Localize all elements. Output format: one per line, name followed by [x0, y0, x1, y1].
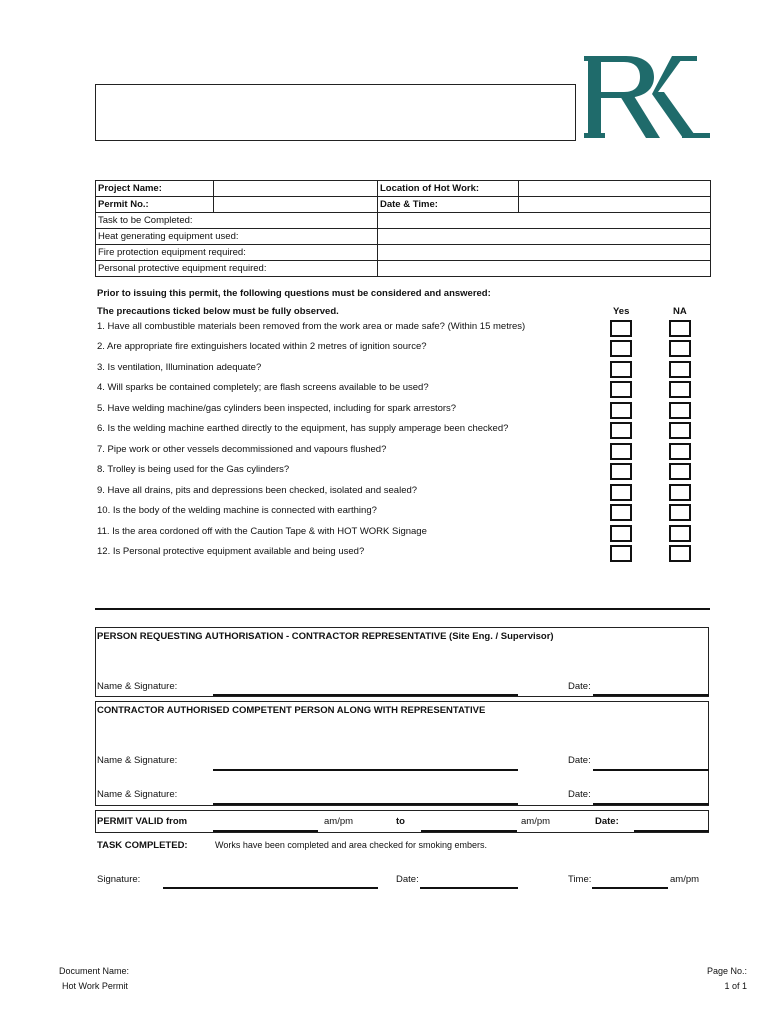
completed-date-line[interactable] — [420, 887, 518, 889]
signature-line[interactable] — [163, 887, 378, 889]
permit-no-field[interactable] — [214, 197, 378, 213]
document-title-box — [95, 84, 576, 141]
name-signature-label: Name & Signature: — [97, 789, 178, 800]
location-field[interactable] — [519, 181, 711, 197]
time-label: Time: — [568, 874, 592, 885]
yes-checkbox[interactable] — [610, 402, 632, 419]
fire-protection-label: Fire protection equipment required: — [96, 245, 378, 261]
checklist-question: 3. Is ventilation, Illumination adequate? — [97, 362, 262, 373]
rk-logo — [584, 54, 712, 140]
na-checkbox[interactable] — [669, 422, 691, 439]
checklist-precautions: The precautions ticked below must be fully observed. — [97, 306, 339, 317]
yes-checkbox[interactable] — [610, 484, 632, 501]
time-line[interactable] — [592, 887, 668, 889]
na-checkbox[interactable] — [669, 525, 691, 542]
yes-checkbox[interactable] — [610, 443, 632, 460]
na-column-header: NA — [673, 306, 687, 317]
yes-checkbox[interactable] — [610, 525, 632, 542]
task-label: Task to be Completed: — [96, 213, 378, 229]
authorised-person-section — [95, 701, 709, 806]
page-no-label: Page No.: — [706, 966, 747, 976]
na-checkbox[interactable] — [669, 443, 691, 460]
na-checkbox[interactable] — [669, 463, 691, 480]
name-signature-label: Name & Signature: — [97, 755, 178, 766]
permit-date-label: Date: — [595, 816, 619, 827]
valid-from-line[interactable] — [213, 830, 318, 832]
checklist-question: 7. Pipe work or other vessels decommissioned and vapours flushed? — [97, 444, 387, 455]
ppe-field[interactable] — [378, 261, 711, 277]
checklist-question: 12. Is Personal protective equipment available and being used? — [97, 546, 365, 557]
signature-label: Signature: — [97, 874, 141, 885]
name-signature-line[interactable] — [213, 803, 518, 805]
permit-date-line[interactable] — [634, 830, 709, 832]
date-line[interactable] — [593, 803, 709, 805]
checklist-question: 11. Is the area cordoned off with the Caution Tape & with HOT WORK Signage — [97, 526, 427, 537]
page-no-value: 1 of 1 — [724, 981, 747, 991]
checklist-question: 9. Have all drains, pits and depressions been checked, isolated and sealed? — [97, 485, 418, 496]
na-checkbox[interactable] — [669, 402, 691, 419]
project-name-field[interactable] — [214, 181, 378, 197]
section-divider — [95, 608, 710, 610]
heat-equipment-field[interactable] — [378, 229, 711, 245]
yes-checkbox[interactable] — [610, 504, 632, 521]
yes-column-header: Yes — [613, 306, 630, 317]
document-name-label: Document Name: — [59, 966, 130, 976]
task-completed-label: TASK COMPLETED: — [97, 840, 188, 851]
na-checkbox[interactable] — [669, 320, 691, 337]
fire-protection-field[interactable] — [378, 245, 711, 261]
yes-checkbox[interactable] — [610, 422, 632, 439]
checklist-question: 8. Trolley is being used for the Gas cylinders? — [97, 464, 290, 475]
checklist-question: 10. Is the body of the welding machine is connected with earthing? — [97, 505, 377, 516]
date-label: Date: — [568, 755, 591, 766]
yes-checkbox[interactable] — [610, 545, 632, 562]
na-checkbox[interactable] — [669, 361, 691, 378]
yes-checkbox[interactable] — [610, 361, 632, 378]
permit-valid-label: PERMIT VALID from — [97, 816, 188, 827]
na-checkbox[interactable] — [669, 381, 691, 398]
date-line[interactable] — [593, 769, 709, 771]
na-checkbox[interactable] — [669, 340, 691, 357]
permit-valid-row — [95, 810, 709, 833]
na-checkbox[interactable] — [669, 545, 691, 562]
location-label: Location of Hot Work: — [378, 181, 519, 197]
to-label: to — [396, 816, 405, 827]
checklist-question: 6. Is the welding machine earthed directly to the equipment, has supply amperage been checked? — [97, 423, 509, 434]
project-name-label: Project Name: — [96, 181, 214, 197]
checklist-intro: Prior to issuing this permit, the following questions must be considered and answered: — [97, 288, 491, 299]
document-name: Hot Work Permit — [62, 981, 128, 991]
name-signature-label: Name & Signature: — [97, 681, 178, 692]
date-time-field[interactable] — [519, 197, 711, 213]
checklist-question: 4. Will sparks be contained completely; are flash screens available to be used? — [97, 382, 429, 393]
date-time-label: Date & Time: — [378, 197, 519, 213]
yes-checkbox[interactable] — [610, 340, 632, 357]
yes-checkbox[interactable] — [610, 463, 632, 480]
na-checkbox[interactable] — [669, 504, 691, 521]
date-line[interactable] — [593, 694, 709, 696]
from-ampm: am/pm — [324, 816, 354, 827]
yes-checkbox[interactable] — [610, 320, 632, 337]
date-label: Date: — [568, 789, 591, 800]
time-ampm: am/pm — [670, 874, 700, 885]
requesting-heading: PERSON REQUESTING AUTHORISATION - CONTRACTOR REPRESENTATIVE (Site Eng. / Supervisor) — [97, 631, 554, 642]
project-info-table — [95, 180, 711, 277]
date-label: Date: — [568, 681, 591, 692]
name-signature-line[interactable] — [213, 769, 518, 771]
to-ampm: am/pm — [521, 816, 551, 827]
checklist-question: 2. Are appropriate fire extinguishers located within 2 metres of ignition source? — [97, 341, 427, 352]
permit-no-label: Permit No.: — [96, 197, 214, 213]
na-checkbox[interactable] — [669, 484, 691, 501]
name-signature-line[interactable] — [213, 694, 518, 696]
yes-checkbox[interactable] — [610, 381, 632, 398]
checklist-question: 5. Have welding machine/gas cylinders been inspected, including for spark arrestors? — [97, 403, 457, 414]
checklist-question: 1. Have all combustible materials been removed from the work area or made safe? (Within 15 metres) — [97, 321, 526, 332]
valid-to-line[interactable] — [421, 830, 517, 832]
authorised-heading: CONTRACTOR AUTHORISED COMPETENT PERSON ALONG WITH REPRESENTATIVE — [97, 705, 486, 716]
heat-equipment-label: Heat generating equipment used: — [96, 229, 378, 245]
ppe-label: Personal protective equipment required: — [96, 261, 378, 277]
completed-date-label: Date: — [396, 874, 419, 885]
task-completed-text: Works have been completed and area checked for smoking embers. — [215, 840, 487, 850]
task-field[interactable] — [378, 213, 711, 229]
requesting-authorisation-section — [95, 627, 709, 697]
